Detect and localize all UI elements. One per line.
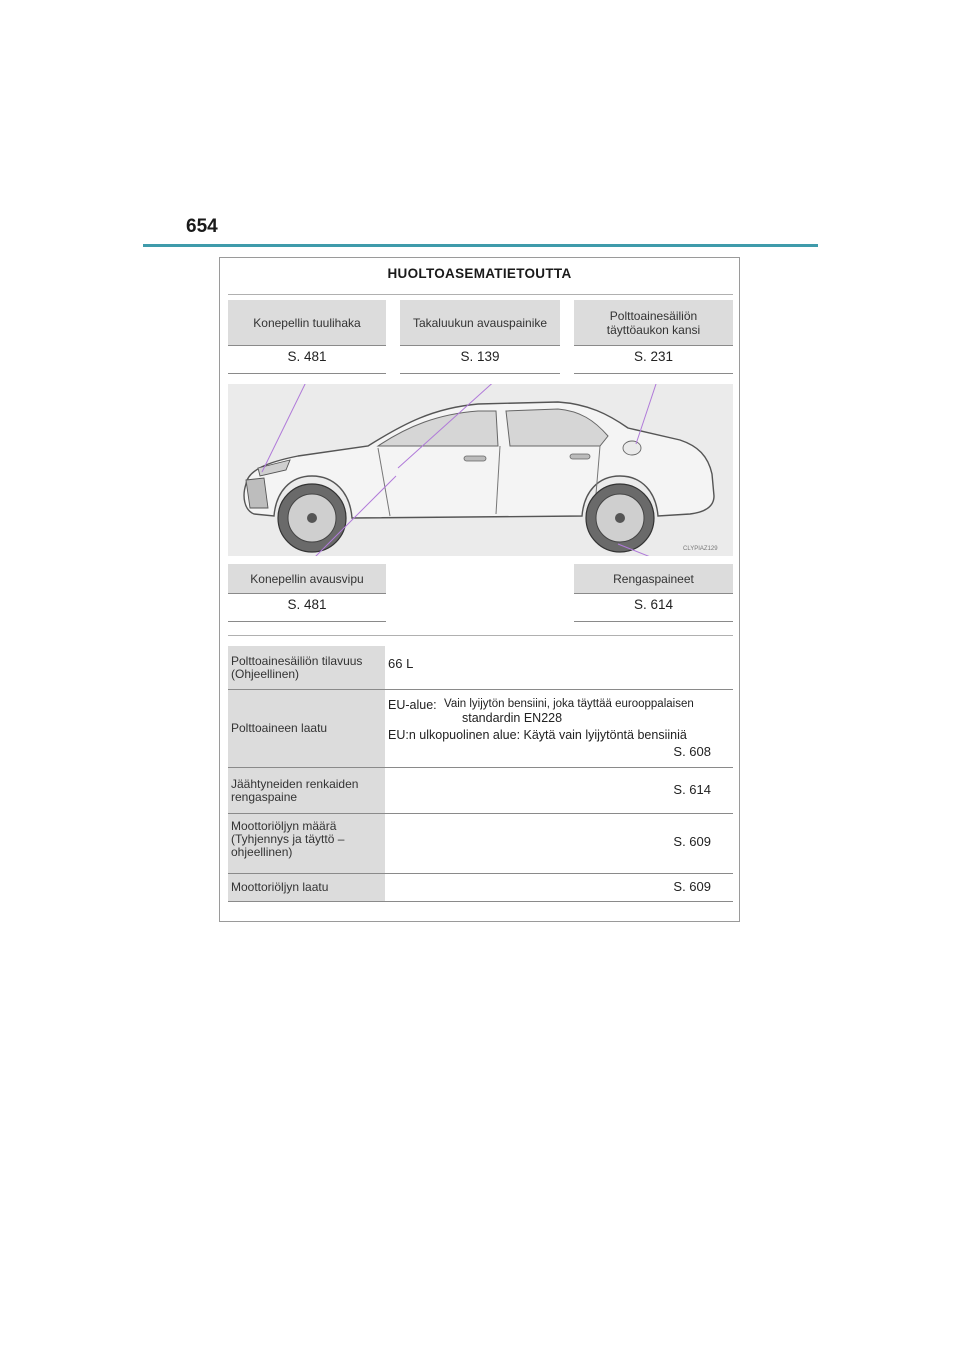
image-code: CLYPIAZ129 <box>683 546 718 552</box>
ref-tire-pressure[interactable]: S. 614 <box>574 594 733 622</box>
title-divider <box>228 294 733 295</box>
spec-label-fuel-capacity <box>228 646 385 689</box>
service-info-panel <box>219 257 740 922</box>
spec-value-cold-tire <box>392 768 733 813</box>
spec-row-fuel-type <box>228 690 733 768</box>
ref-hood-lever[interactable]: S. 481 <box>228 594 386 622</box>
fuel-eu-prefix: EU-alue: <box>388 698 437 712</box>
spec-value-oil-amount <box>392 814 733 873</box>
page-number: 654 <box>186 216 218 237</box>
spec-row-oil-amount <box>228 814 733 874</box>
ref-oil-amount[interactable]: S. 609 <box>673 834 711 849</box>
spec-label-fuel-capacity-line1: Polttoainesäiliön tilavuus <box>231 653 363 668</box>
ref-oil-type[interactable]: S. 609 <box>673 879 711 894</box>
ref-hood-catch[interactable]: S. 481 <box>228 346 386 374</box>
ref-fuel-door[interactable]: S. 231 <box>574 346 733 374</box>
spec-label-cold-tire-line1: Jäähtyneiden renkaiden <box>231 776 359 791</box>
label-hood-lever <box>228 564 386 594</box>
spec-label-oil-amount-line2: (Tyhjennys ja täyttö – <box>231 832 345 846</box>
spec-label-oil-type: Moottoriöljyn laatu <box>228 874 385 901</box>
label-tire-pressure-text: Rengaspaineet <box>613 571 694 586</box>
spec-label-oil-amount-line3: ohjeellinen) <box>231 845 293 859</box>
spec-row-oil-type <box>228 874 733 902</box>
label-fuel-door-line2: täyttöaukon kansi <box>606 322 701 337</box>
label-fuel-door-line1: Polttoainesäiliön <box>609 308 698 323</box>
car-illustration <box>228 384 733 556</box>
header-rule <box>143 244 818 247</box>
label-tire-pressure <box>574 564 733 594</box>
fuel-non-eu: EU:n ulkopuolinen alue: Käytä vain lyijytöntä bensiiniä <box>388 728 687 742</box>
spec-label-fuel-capacity-line2: (Ohjeellinen) <box>231 666 300 681</box>
spec-label-oil-amount <box>228 814 385 873</box>
spec-value-oil-type <box>392 874 733 901</box>
label-trunk-opener <box>400 300 560 346</box>
label-trunk-opener-text: Takaluukun avauspainike <box>412 315 548 330</box>
section-divider <box>228 635 733 636</box>
label-hood-lever-text: Konepellin avausvipu <box>250 571 364 586</box>
spec-row-fuel-capacity <box>228 646 733 690</box>
spec-row-cold-tire <box>228 768 733 814</box>
car-drawing <box>228 384 733 556</box>
spec-label-cold-tire <box>228 768 385 813</box>
ref-fuel-type[interactable]: S. 608 <box>673 744 711 759</box>
ref-trunk-opener[interactable]: S. 139 <box>400 346 560 374</box>
fuel-eu-line1: Vain lyijytön bensiini, joka täyttää eurooppalaisen <box>444 698 694 710</box>
fuel-eu-line2: standardin EN228 <box>462 711 563 725</box>
spec-value-fuel-capacity: 66 L <box>388 656 414 671</box>
panel-title: HUOLTOASEMATIETOUTTA <box>387 266 572 281</box>
label-fuel-door <box>574 300 733 346</box>
spec-value-fuel-type <box>388 690 733 767</box>
spec-label-fuel-type: Polttoaineen laatu <box>228 690 385 767</box>
label-hood-catch <box>228 300 386 346</box>
spec-label-oil-amount-line1: Moottoriöljyn määrä <box>231 819 337 833</box>
ref-cold-tire[interactable]: S. 614 <box>673 782 711 797</box>
label-hood-catch-text: Konepellin tuulihaka <box>253 315 361 330</box>
spec-label-cold-tire-line2: rengaspaine <box>231 789 298 804</box>
